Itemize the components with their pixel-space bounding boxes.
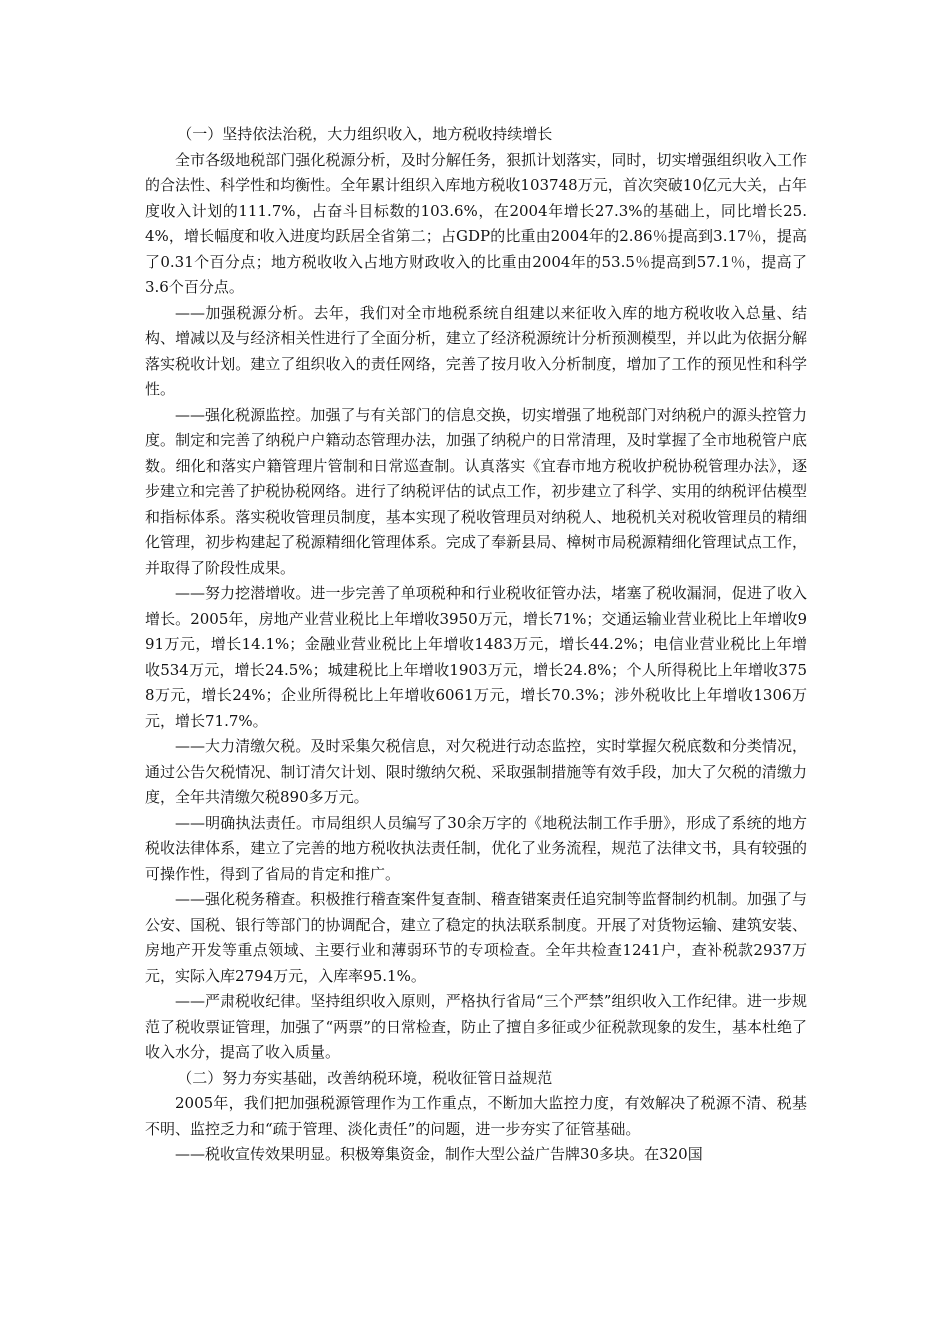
section-1-heading: （一）坚持依法治税，大力组织收入，地方税收持续增长 bbox=[177, 125, 553, 143]
tax-audit-paragraph: ——强化税务稽查。积极推行稽查案件复查制、稽查错案责任追究制等监督制约机制。加强了与公安、国税、银行等部门的协调配合，建立了稳定的执法联系制度。开展了对货物运输、建筑安装、房地产开发等重点领域、主要行业和薄弱环节的专项检查。全年共检查1241户，查补税款2937万元，实际入库2794万元，入库率95.1%。 bbox=[145, 890, 807, 985]
section-1-intro-paragraph: 全市各级地税部门强化税源分析，及时分解任务，狠抓计划落实，同时，切实增强组织收入工作的合法性、科学性和均衡性。全年累计组织入库地方税收103748万元，首次突破10亿元大关，占年度收入计划的111.7%，占奋斗目标数的103.6%，在2004年增长27.3%的基础上，同比增长25.4%，增长幅度和收入进度均跃居全省第二；占GDP的比重由2004年的2.86％提高到3.17％，提高了0.31个百分点；地方税收收入占地方财政收入的比重由2004年的53.5％提高到57.1％，提高了3.6个百分点。 bbox=[145, 150, 807, 296]
document-page bbox=[145, 122, 807, 1168]
tax-source-analysis-paragraph: ——加强税源分析。去年，我们对全市地税系统自组建以来征收入库的地方税收收入总量、结构、增减以及与经济相关性进行了全面分析，建立了经济税源统计分析预测模型，并以此为依据分解落实税收计划。建立了组织收入的责任网络，完善了按月收入分析制度，增加了工作的预见性和科学性。 bbox=[145, 303, 807, 398]
section-2-intro-paragraph: 2005年，我们把加强税源管理作为工作重点，不断加大监控力度，有效解决了税源不清、税基不明、监控乏力和“疏于管理、淡化责任”的问题，进一步夯实了征管基础。 bbox=[145, 1094, 807, 1138]
tax-discipline-paragraph: ——严肃税收纪律。坚持组织收入原则，严格执行省局“三个严禁”组织收入工作纪律。进一步规范了税收票证管理，加强了“两票”的日常检查，防止了擅自多征或少征税款现象的发生，基本杜绝了收入水分，提高了收入质量。 bbox=[145, 992, 807, 1061]
revenue-increase-paragraph: ——努力挖潜增收。进一步完善了单项税种和行业税收征管办法，堵塞了税收漏洞，促进了收入增长。2005年，房地产业营业税比上年增收3950万元，增长71%；交通运输业营业税比上年增收991万元，增长14.1%；金融业营业税比上年增收1483万元，增长44.2%；电信业营业税比上年增收534万元，增长24.5%；城建税比上年增收1903万元，增长24.8%；个人所得税比上年增收3758万元，增长24%；企业所得税比上年增收6061万元，增长70.3%；涉外税收比上年增收1306万元，增长71.7%。 bbox=[145, 584, 807, 730]
arrears-collection-paragraph: ——大力清缴欠税。及时采集欠税信息，对欠税进行动态监控，实时掌握欠税底数和分类情况，通过公告欠税情况、制订清欠计划、限时缴纳欠税、采取强制措施等有效手段，加大了欠税的清缴力度，全年共清缴欠税890多万元。 bbox=[145, 737, 807, 806]
tax-publicity-paragraph: ——税收宣传效果明显。积极筹集资金，制作大型公益广告牌30多块。在320国 bbox=[175, 1145, 703, 1163]
section-2-heading: （二）努力夯实基础，改善纳税环境，税收征管日益规范 bbox=[177, 1068, 553, 1087]
enforcement-responsibility-paragraph: ——明确执法责任。市局组织人员编写了30余万字的《地税法制工作手册》，形成了系统的地方税收法律体系，建立了完善的地方税收执法责任制，优化了业务流程，规范了法律文书，具有较强的可操作性，得到了省局的肯定和推广。 bbox=[145, 813, 807, 883]
tax-source-monitoring-paragraph: ——强化税源监控。加强了与有关部门的信息交换，切实增强了地税部门对纳税户的源头控管力度。制定和完善了纳税户户籍动态管理办法，加强了纳税户的日常清理，及时掌握了全市地税管户底数。细化和落实户籍管理片管制和日常巡查制。认真落实《宜春市地方税收护税协税管理办法》，逐步建立和完善了护税协税网络。进行了纳税评估的试点工作，初步建立了科学、实用的纳税评估模型和指标体系。落实税收管理员制度，基本实现了税收管理员对纳税人、地税机关对税收管理员的精细化管理，初步构建起了税源精细化管理体系。完成了奉新县局、樟树市局税源精细化管理试点工作，并取得了阶段性成果。 bbox=[145, 405, 807, 577]
